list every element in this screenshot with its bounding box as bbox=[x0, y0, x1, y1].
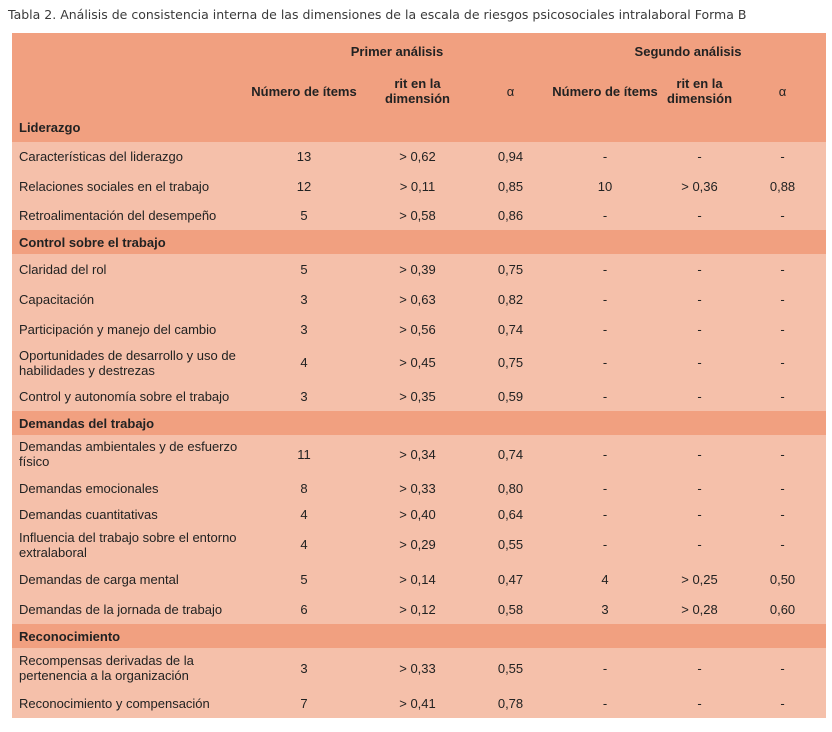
alpha-first-cell: 0,75 bbox=[497, 261, 524, 277]
items-second-cell: - bbox=[602, 446, 608, 462]
header-rit-1: rit en la dimensión bbox=[384, 76, 450, 106]
alpha-second-cell: - bbox=[780, 695, 785, 711]
items-first-cell: 3 bbox=[300, 388, 308, 404]
table-row bbox=[12, 435, 826, 473]
table-row bbox=[12, 688, 826, 718]
alpha-second-cell: - bbox=[780, 506, 785, 522]
rit-second-cell: - bbox=[697, 480, 702, 496]
rit-second-cell: > 0,36 bbox=[681, 178, 718, 194]
table-body bbox=[12, 113, 826, 718]
dimension-name: Relaciones sociales en el trabajo bbox=[19, 178, 210, 194]
items-second-cell: - bbox=[602, 321, 608, 337]
alpha-second-cell: - bbox=[780, 291, 785, 307]
section-title: Control sobre el trabajo bbox=[19, 234, 166, 250]
rit-first-cell: > 0,58 bbox=[399, 208, 436, 223]
section-header-row bbox=[12, 411, 826, 435]
dimension-name: Demandas cuantitativas bbox=[19, 506, 158, 522]
table-row bbox=[12, 503, 826, 525]
rit-second-cell: - bbox=[697, 291, 702, 307]
section-title: Demandas del trabajo bbox=[19, 415, 155, 431]
table-row bbox=[12, 648, 826, 688]
items-second-cell: 4 bbox=[601, 571, 609, 587]
items-first-cell: 4 bbox=[300, 537, 308, 552]
rit-second-cell: - bbox=[697, 537, 702, 552]
header-group-first: Primer análisis bbox=[350, 43, 444, 59]
table-row bbox=[12, 473, 826, 503]
header-rit-2: rit en la dimensión bbox=[667, 76, 733, 106]
table-row bbox=[12, 564, 826, 594]
header-group-second: Segundo análisis bbox=[634, 43, 742, 59]
items-first-cell: 5 bbox=[300, 208, 308, 223]
table-caption bbox=[8, 7, 828, 22]
rit-first-cell: > 0,33 bbox=[399, 660, 436, 676]
table-row bbox=[12, 284, 826, 314]
consistency-table bbox=[12, 33, 826, 718]
alpha-second-cell: - bbox=[780, 208, 785, 223]
rit-first-cell: > 0,11 bbox=[399, 178, 436, 194]
items-second-cell: - bbox=[602, 208, 608, 223]
alpha-second-cell: 0,60 bbox=[769, 601, 796, 617]
rit-second-cell: - bbox=[697, 261, 702, 277]
items-first-cell: 5 bbox=[300, 261, 308, 277]
items-first-cell: 12 bbox=[296, 178, 312, 194]
table-row bbox=[12, 314, 826, 344]
items-second-cell: - bbox=[602, 695, 608, 711]
dimension-name: Características del liderazgo bbox=[19, 149, 184, 164]
rit-first-cell: > 0,12 bbox=[399, 601, 436, 617]
rit-first-cell: > 0,62 bbox=[399, 149, 436, 164]
rit-second-cell: - bbox=[697, 321, 702, 337]
alpha-second-cell: 0,88 bbox=[769, 178, 796, 194]
items-first-cell: 3 bbox=[300, 660, 308, 676]
items-first-cell: 13 bbox=[296, 149, 312, 164]
rit-second-cell: - bbox=[697, 660, 702, 676]
alpha-second-cell: - bbox=[780, 388, 785, 404]
alpha-first-cell: 0,85 bbox=[497, 178, 524, 194]
alpha-first-cell: 0,80 bbox=[497, 480, 524, 496]
items-first-cell: 4 bbox=[300, 506, 308, 522]
items-second-cell: 10 bbox=[597, 178, 613, 194]
header-column-row bbox=[12, 69, 826, 113]
items-first-cell: 3 bbox=[300, 291, 308, 307]
rit-first-cell: > 0,40 bbox=[399, 506, 436, 522]
rit-second-cell: - bbox=[697, 506, 702, 522]
rit-second-cell: - bbox=[697, 149, 702, 164]
items-second-cell: 3 bbox=[601, 601, 609, 617]
rit-first-cell: > 0,41 bbox=[399, 695, 436, 711]
section-header-row bbox=[12, 624, 826, 648]
rit-second-cell: - bbox=[697, 695, 702, 711]
alpha-first-cell: 0,58 bbox=[497, 601, 524, 617]
items-first-cell: 8 bbox=[300, 480, 308, 496]
items-first-cell: 4 bbox=[300, 355, 308, 370]
table-row bbox=[12, 594, 826, 624]
rit-first-cell: > 0,35 bbox=[399, 388, 436, 404]
items-first-cell: 5 bbox=[300, 571, 308, 587]
alpha-second-cell: - bbox=[780, 660, 785, 676]
table-row bbox=[12, 142, 826, 171]
items-first-cell: 6 bbox=[300, 601, 308, 617]
rit-second-cell: - bbox=[697, 355, 702, 370]
alpha-first-cell: 0,74 bbox=[497, 321, 524, 337]
rit-first-cell: > 0,45 bbox=[399, 355, 436, 370]
rit-first-cell: > 0,33 bbox=[399, 480, 436, 496]
header-group-row bbox=[12, 33, 826, 69]
table-row bbox=[12, 525, 826, 564]
alpha-first-cell: 0,55 bbox=[497, 537, 524, 552]
alpha-first-cell: 0,74 bbox=[497, 446, 524, 462]
section-title: Reconocimiento bbox=[19, 628, 121, 644]
dimension-name: Influencia del trabajo sobre el entorno extralaboral bbox=[19, 529, 237, 560]
dimension-name: Demandas emocionales bbox=[19, 480, 159, 496]
section-header-row bbox=[12, 230, 826, 254]
items-second-cell: - bbox=[602, 261, 608, 277]
dimension-name: Participación y manejo del cambio bbox=[19, 321, 217, 337]
items-second-cell: - bbox=[602, 660, 608, 676]
alpha-first-cell: 0,64 bbox=[497, 506, 524, 522]
section-header-row bbox=[12, 113, 826, 142]
alpha-first-cell: 0,55 bbox=[497, 660, 524, 676]
items-second-cell: - bbox=[602, 291, 608, 307]
alpha-first-cell: 0,47 bbox=[497, 571, 524, 587]
items-first-cell: 3 bbox=[300, 321, 308, 337]
dimension-name: Demandas de la jornada de trabajo bbox=[19, 601, 223, 617]
caption-label: Tabla 2. bbox=[8, 7, 57, 22]
header-items-2: Número de ítems bbox=[552, 83, 658, 99]
rit-first-cell: > 0,56 bbox=[399, 321, 436, 337]
alpha-second-cell: - bbox=[780, 355, 785, 370]
alpha-first-cell: 0,78 bbox=[497, 695, 524, 711]
caption-text: Análisis de consistencia interna de las dimensiones de la escala de riesgos psicosociales intralaboral Forma B bbox=[60, 7, 747, 22]
dimension-name: Demandas ambientales y de esfuerzo físico bbox=[19, 439, 238, 469]
items-second-cell: - bbox=[602, 149, 608, 164]
rit-second-cell: > 0,28 bbox=[681, 601, 718, 617]
rit-second-cell: - bbox=[697, 446, 702, 462]
items-first-cell: 11 bbox=[297, 446, 311, 462]
dimension-name: Oportunidades de desarrollo y uso de habilidades y destrezas bbox=[19, 347, 236, 378]
alpha-first-cell: 0,86 bbox=[497, 208, 524, 223]
section-title: Liderazgo bbox=[19, 120, 81, 135]
table-row bbox=[12, 171, 826, 201]
alpha-second-cell: - bbox=[780, 321, 785, 337]
rit-first-cell: > 0,34 bbox=[399, 446, 436, 462]
dimension-name: Capacitación bbox=[19, 291, 95, 307]
rit-second-cell: - bbox=[697, 208, 702, 223]
header-alpha-1: α bbox=[506, 83, 515, 99]
table-row bbox=[12, 381, 826, 411]
rit-first-cell: > 0,39 bbox=[399, 261, 436, 277]
header-items-1: Número de ítems bbox=[251, 83, 357, 99]
alpha-second-cell: 0,50 bbox=[769, 571, 796, 587]
rit-first-cell: > 0,63 bbox=[399, 291, 436, 307]
alpha-second-cell: - bbox=[780, 149, 785, 164]
alpha-second-cell: - bbox=[780, 446, 785, 462]
dimension-name: Retroalimentación del desempeño bbox=[19, 208, 217, 223]
items-second-cell: - bbox=[602, 388, 608, 404]
items-second-cell: - bbox=[602, 480, 608, 496]
items-second-cell: - bbox=[602, 537, 608, 552]
items-second-cell: - bbox=[602, 355, 608, 370]
dimension-name: Control y autonomía sobre el trabajo bbox=[19, 388, 230, 404]
dimension-name: Recompensas derivadas de la pertenencia a la organización bbox=[19, 653, 194, 683]
dimension-name: Reconocimiento y compensación bbox=[19, 695, 210, 711]
rit-first-cell: > 0,29 bbox=[399, 537, 436, 552]
alpha-first-cell: 0,59 bbox=[497, 388, 524, 404]
items-first-cell: 7 bbox=[300, 695, 308, 711]
rit-second-cell: > 0,25 bbox=[681, 571, 718, 587]
rit-first-cell: > 0,14 bbox=[399, 571, 436, 587]
rit-second-cell: - bbox=[697, 388, 702, 404]
items-second-cell: - bbox=[602, 506, 608, 522]
dimension-name: Demandas de carga mental bbox=[19, 571, 179, 587]
alpha-first-cell: 0,75 bbox=[497, 355, 524, 370]
alpha-second-cell: - bbox=[780, 480, 785, 496]
table-row bbox=[12, 254, 826, 284]
header-alpha-2: α bbox=[778, 83, 787, 99]
dimension-name: Claridad del rol bbox=[19, 261, 107, 277]
alpha-second-cell: - bbox=[780, 537, 785, 552]
alpha-first-cell: 0,94 bbox=[497, 149, 524, 164]
alpha-second-cell: - bbox=[780, 261, 785, 277]
alpha-first-cell: 0,82 bbox=[497, 291, 524, 307]
table-row bbox=[12, 201, 826, 230]
table-row bbox=[12, 344, 826, 381]
